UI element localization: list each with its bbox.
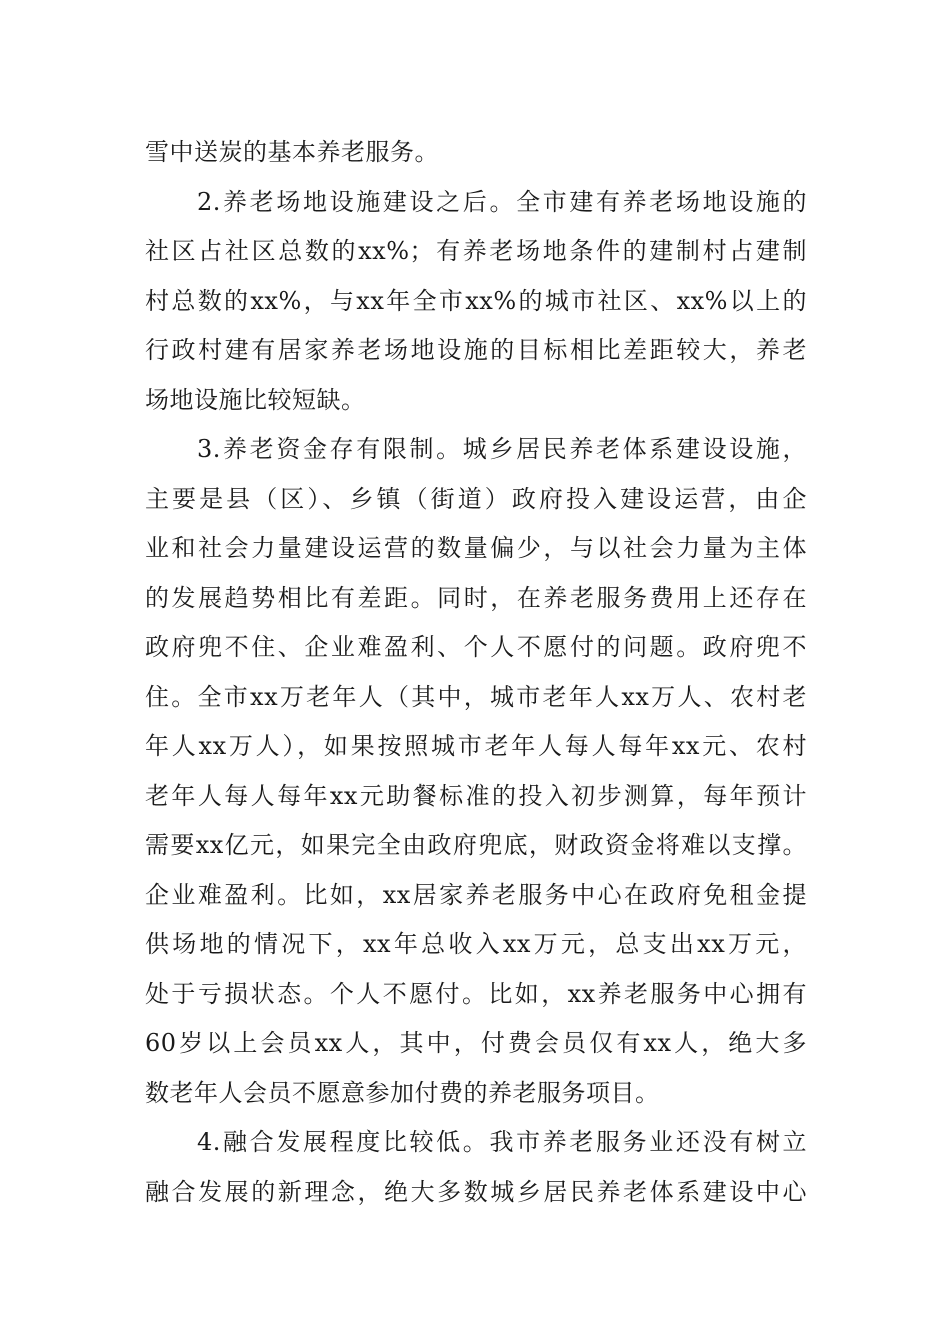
text-line: 4.融合发展程度比较低。我市养老服务业还没有树立 [197,1128,807,1156]
text-line: 业和社会力量建设运营的数量偏少，与以社会力量为主体 [145,534,807,562]
text-line: 场地设施比较短缺。 [145,385,366,414]
text-line: 主要是县（区）、乡镇（街道）政府投入建设运营，由企 [145,484,807,513]
text-line: 行政村建有居家养老场地设施的目标相比差距较大，养老 [145,336,807,364]
document-body [145,130,807,1219]
text-line: 60岁以上会员xx人，其中，付费会员仅有xx人，绝大多 [145,1029,807,1057]
text-line: 3.养老资金存有限制。城乡居民养老体系建设设施， [197,435,807,463]
text-line: 社区占社区总数的xx%；有养老场地条件的建制村占建制 [145,237,807,265]
text-line: 老年人每人每年xx元助餐标准的投入初步测算，每年预计 [145,781,807,810]
text-line: 融合发展的新理念，绝大多数城乡居民养老体系建设中心 [145,1177,807,1206]
text-line: 2.养老场地设施建设之后。全市建有养老场地设施的 [197,187,807,216]
text-line: 数老年人会员不愿意参加付费的养老服务项目。 [145,1078,660,1107]
text-line: 的发展趋势相比有差距。同时，在养老服务费用上还存在 [145,583,807,612]
text-line: 村总数的xx%，与xx年全市xx%的城市社区、xx%以上的 [145,286,807,315]
text-line: 雪中送炭的基本养老服务。 [145,138,439,166]
text-line: 供场地的情况下，xx年总收入xx万元，总支出xx万元， [145,930,807,958]
text-line: 住。全市xx万老年人（其中，城市老年人xx万人、农村老 [145,682,807,711]
text-line: 需要xx亿元，如果完全由政府兜底，财政资金将难以支撑。 [145,831,807,859]
text-line: 企业难盈利。比如，xx居家养老服务中心在政府免租金提 [145,880,807,909]
text-line: 政府兜不住、企业难盈利、个人不愿付的问题。政府兜不 [145,633,807,661]
text-line: 年人xx万人），如果按照城市老年人每人每年xx元、农村 [145,732,807,760]
text-line: 处于亏损状态。个人不愿付。比如，xx养老服务中心拥有 [145,979,807,1008]
